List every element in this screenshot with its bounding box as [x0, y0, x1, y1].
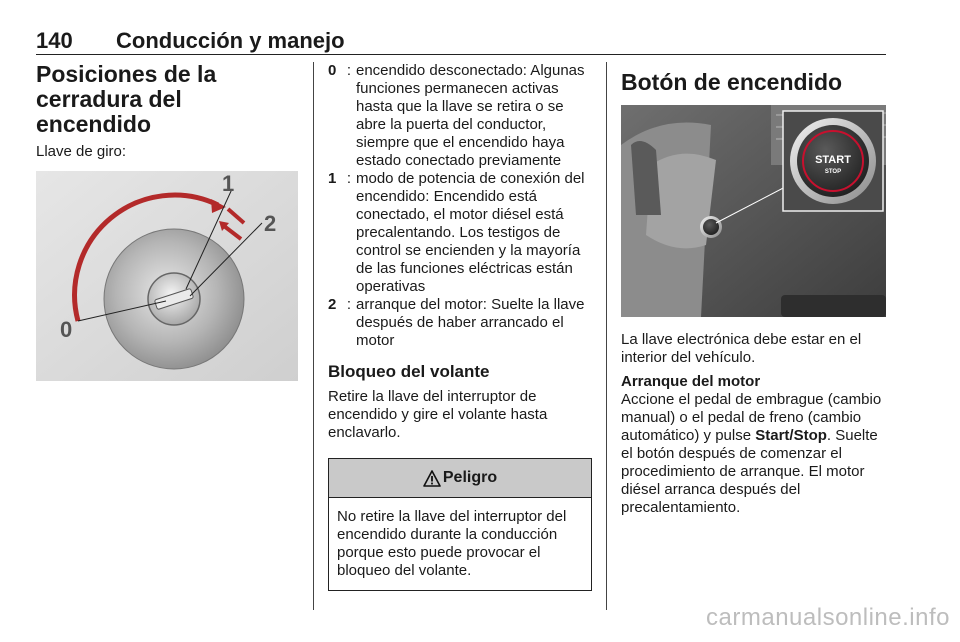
page-header — [36, 28, 886, 55]
column-divider — [606, 62, 607, 610]
section-title: Botón de encendido — [621, 69, 843, 95]
warning-title: Peligro — [442, 469, 498, 486]
section-title: Posiciones de la cerradura del encendido — [36, 61, 217, 137]
start-heading: Arranque del motor — [621, 373, 761, 390]
steering-lock-text: Retire la llave del interruptor de encendido y gire el volante hasta enclavarlo. — [328, 388, 548, 441]
section-subtitle: Llave de giro: — [36, 143, 127, 160]
item-text: encendido desconectado: Algunas funciones permanecen activas hasta que la llave se retira o se abre la puerta del conductor, siempre que el encendido haya estado conectado previamente — [356, 62, 585, 169]
column-ignition-positions — [36, 62, 298, 381]
figure-label-1: 1 — [222, 171, 235, 196]
item-number: 2 — [328, 296, 337, 313]
warning-box — [328, 458, 592, 591]
item-number: 0 — [328, 62, 337, 79]
list-item — [328, 62, 592, 170]
item-text: modo de potencia de conexión del encendido: Encendido está conectado, el motor diésel está precalentando. Los testigos de control se encienden y la mayoría de las funciones eléctricas están operativas — [356, 170, 585, 295]
start-text-part2: . Suelte el botón después de comenzar el procedimiento de arranque. El motor diésel arranca después del precalentamiento. — [621, 427, 878, 516]
watermark: carmanualsonline.info — [706, 604, 950, 631]
start-text-part1: Accione el pedal de embrague (cambio manual) o el pedal de freno (cambio automático) y pulse — [621, 391, 882, 444]
list-item — [328, 296, 592, 350]
ignition-key-figure — [36, 171, 298, 381]
item-separator: : — [346, 62, 352, 79]
warning-header — [329, 459, 591, 498]
steering-lock-heading: Bloqueo del volante — [328, 362, 490, 381]
warning-triangle-icon — [423, 470, 441, 487]
warning-text: No retire la llave del interruptor del encendido durante la conducción porque esto puede provocar el bloqueo del volante. — [337, 508, 567, 579]
start-button-figure — [621, 105, 886, 317]
start-instructions — [621, 391, 886, 517]
list-item — [328, 170, 592, 296]
item-number: 1 — [328, 170, 337, 187]
page-number: 140 — [36, 28, 73, 53]
intro-text: La llave electrónica debe estar en el interior del vehículo. — [621, 331, 862, 366]
figure-label-2: 2 — [264, 211, 277, 236]
column-start-button — [621, 62, 886, 517]
item-text: arranque del motor: Suelte la llave después de haber arrancado el motor — [356, 296, 585, 349]
stop-label: STOP — [824, 169, 842, 175]
start-stop-label: Start/Stop — [755, 427, 827, 444]
chapter-title: Conducción y manejo — [116, 28, 345, 53]
item-separator: : — [346, 296, 352, 313]
start-label: START — [815, 154, 851, 166]
figure-label-0: 0 — [60, 317, 73, 342]
item-separator: : — [346, 170, 352, 187]
column-positions-list — [328, 62, 592, 591]
column-divider — [313, 62, 314, 610]
